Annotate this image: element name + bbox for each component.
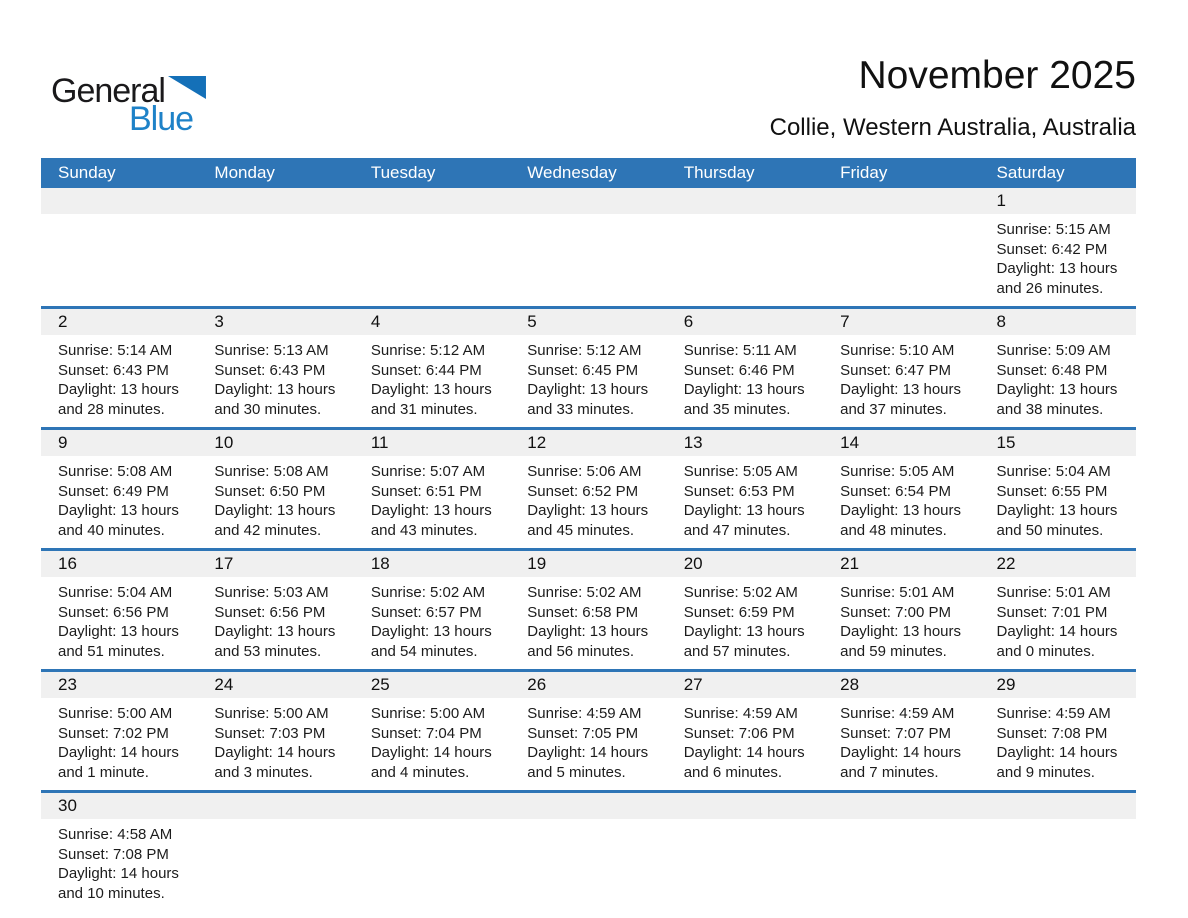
sunrise-line: Sunrise: 5:00 AM (214, 705, 329, 722)
day-cell-body (510, 577, 666, 669)
empty-cell (667, 188, 823, 306)
sunset-line: Sunset: 6:53 PM (683, 482, 795, 500)
daylight-line-cont: and 43 minutes. (370, 521, 478, 539)
day-number-strip (510, 430, 666, 456)
day-cell-body (354, 214, 510, 228)
day-number: 16 (58, 554, 77, 573)
sunrise-line: Sunrise: 4:59 AM (683, 705, 798, 722)
daylight-line: Daylight: 13 hours (527, 623, 649, 640)
empty-cell (510, 188, 666, 306)
day-cell-body (354, 698, 510, 790)
week-row (41, 427, 1136, 548)
day-cell-body (197, 456, 353, 548)
day-number-strip (197, 309, 353, 335)
sunset-line: Sunset: 6:57 PM (370, 603, 482, 621)
day-cell-25 (354, 672, 510, 790)
day-number: 19 (527, 554, 547, 573)
day-cell-19 (510, 551, 666, 669)
sunset-line: Sunset: 6:56 PM (214, 603, 326, 621)
daylight-line-cont: and 28 minutes. (58, 400, 165, 418)
day-cell-body (667, 335, 823, 427)
sunset-line: Sunset: 6:43 PM (214, 361, 326, 379)
daylight-line: Daylight: 14 hours (527, 744, 649, 761)
sunrise-line: Sunrise: 5:00 AM (58, 705, 173, 722)
daylight-line: Daylight: 13 hours (683, 623, 805, 640)
daylight-line: Daylight: 13 hours (527, 381, 649, 398)
day-cell-body (667, 214, 823, 228)
daylight-line: Daylight: 14 hours (58, 865, 179, 882)
sunset-line: Sunset: 7:04 PM (370, 724, 482, 742)
sunrise-line: Sunrise: 5:14 AM (58, 342, 173, 359)
logo-triangle-icon (168, 76, 206, 99)
day-number: 29 (996, 675, 1016, 694)
daylight-line: Daylight: 14 hours (58, 744, 179, 761)
day-number-strip (41, 309, 197, 335)
sunrise-line: Sunrise: 4:58 AM (58, 826, 173, 843)
day-cell-17 (197, 551, 353, 669)
sunrise-line: Sunrise: 5:05 AM (840, 463, 955, 480)
month-title: November 2025 (858, 54, 1136, 97)
calendar (41, 158, 1136, 911)
sunset-line: Sunset: 7:05 PM (527, 724, 639, 742)
day-cell-body (980, 456, 1136, 548)
sunset-line: Sunset: 6:42 PM (996, 240, 1108, 258)
day-number: 10 (214, 433, 234, 452)
day-number-strip (667, 793, 823, 819)
daylight-line-cont: and 48 minutes. (840, 521, 947, 539)
sunrise-line: Sunrise: 5:09 AM (996, 342, 1111, 359)
day-cell-body (197, 214, 353, 228)
sunset-line: Sunset: 6:44 PM (370, 361, 482, 379)
daylight-line: Daylight: 13 hours (527, 502, 649, 519)
sunset-line: Sunset: 6:43 PM (58, 361, 169, 379)
day-cell-body (510, 456, 666, 548)
day-number: 24 (214, 675, 234, 694)
day-number-strip (667, 309, 823, 335)
sunset-line: Sunset: 6:50 PM (214, 482, 326, 500)
week-row (41, 669, 1136, 790)
day-cell-body (667, 698, 823, 790)
day-cell-13 (667, 430, 823, 548)
daylight-line: Daylight: 13 hours (214, 623, 336, 640)
sunrise-line: Sunrise: 5:04 AM (996, 463, 1111, 480)
daylight-line: Daylight: 14 hours (996, 744, 1118, 761)
day-cell-body (354, 819, 510, 833)
day-cell-11 (354, 430, 510, 548)
day-cell-body (980, 335, 1136, 427)
day-cell-10 (197, 430, 353, 548)
day-number-strip (41, 672, 197, 698)
daylight-line-cont: and 10 minutes. (58, 884, 165, 902)
day-cell-22 (980, 551, 1136, 669)
logo-text-general: General (51, 72, 165, 110)
logo-text-blue: Blue (129, 100, 194, 138)
sunrise-line: Sunrise: 5:04 AM (58, 584, 173, 601)
daylight-line-cont: and 40 minutes. (58, 521, 165, 539)
sunrise-line: Sunrise: 5:06 AM (527, 463, 642, 480)
daylight-line-cont: and 56 minutes. (527, 642, 635, 660)
day-cell-5 (510, 309, 666, 427)
sunset-line: Sunset: 6:59 PM (683, 603, 795, 621)
day-cell-body (980, 214, 1136, 306)
day-cell-20 (667, 551, 823, 669)
sunrise-line: Sunrise: 5:03 AM (214, 584, 329, 601)
day-number: 1 (996, 191, 1006, 210)
sunrise-line: Sunrise: 5:08 AM (58, 463, 173, 480)
daylight-line-cont: and 31 minutes. (370, 400, 478, 418)
daylight-line: Daylight: 13 hours (58, 381, 179, 398)
day-cell-29 (980, 672, 1136, 790)
day-cell-body (197, 698, 353, 790)
day-cell-7 (823, 309, 979, 427)
day-number-strip (667, 188, 823, 214)
day-number: 25 (370, 675, 390, 694)
daylight-line-cont: and 59 minutes. (840, 642, 947, 660)
sunset-line: Sunset: 6:47 PM (840, 361, 952, 379)
sunrise-line: Sunrise: 5:02 AM (527, 584, 642, 601)
sunset-line: Sunset: 6:51 PM (370, 482, 482, 500)
day-cell-body (41, 456, 197, 548)
daylight-line: Daylight: 13 hours (370, 502, 492, 519)
daylight-line-cont: and 35 minutes. (683, 400, 791, 418)
day-cell-body (41, 214, 197, 228)
day-cell-23 (41, 672, 197, 790)
day-cell-body (980, 819, 1136, 833)
day-number: 17 (214, 554, 234, 573)
day-cell-body (823, 456, 979, 548)
day-number-strip (823, 551, 979, 577)
daylight-line-cont: and 53 minutes. (214, 642, 322, 660)
daylight-line: Daylight: 13 hours (370, 381, 492, 398)
sunset-line: Sunset: 7:03 PM (214, 724, 326, 742)
sunrise-line: Sunrise: 5:11 AM (683, 342, 797, 359)
day-number: 12 (527, 433, 547, 452)
day-cell-8 (980, 309, 1136, 427)
day-number-strip (980, 672, 1136, 698)
empty-cell (354, 188, 510, 306)
sunset-line: Sunset: 7:02 PM (58, 724, 169, 742)
day-cell-body (667, 577, 823, 669)
day-number-strip (980, 430, 1136, 456)
day-cell-body (667, 819, 823, 833)
daylight-line-cont: and 1 minute. (58, 763, 149, 781)
calendar-weeks (41, 188, 1136, 911)
day-cell-body (354, 577, 510, 669)
sunrise-line: Sunrise: 5:13 AM (214, 342, 329, 359)
empty-cell (823, 793, 979, 911)
day-cell-body (41, 577, 197, 669)
daylight-line: Daylight: 14 hours (996, 623, 1118, 640)
sunrise-line: Sunrise: 5:05 AM (683, 463, 798, 480)
empty-cell (980, 793, 1136, 911)
sunset-line: Sunset: 6:45 PM (527, 361, 639, 379)
day-number: 9 (58, 433, 68, 452)
day-number: 27 (683, 675, 703, 694)
day-cell-21 (823, 551, 979, 669)
daylight-line: Daylight: 13 hours (683, 381, 805, 398)
day-cell-1 (980, 188, 1136, 306)
sunset-line: Sunset: 6:52 PM (527, 482, 639, 500)
weekday-header-friday: Friday (840, 163, 888, 182)
weekday-header-tuesday: Tuesday (370, 163, 436, 182)
day-number: 15 (996, 433, 1016, 452)
day-cell-2 (41, 309, 197, 427)
day-number-strip (980, 309, 1136, 335)
day-number: 23 (58, 675, 77, 694)
week-row (41, 306, 1136, 427)
sunrise-line: Sunrise: 5:12 AM (527, 342, 642, 359)
week-row (41, 790, 1136, 911)
day-number-strip (823, 793, 979, 819)
daylight-line: Daylight: 13 hours (840, 381, 962, 398)
daylight-line: Daylight: 13 hours (58, 502, 179, 519)
day-number: 30 (58, 796, 77, 815)
day-number-strip (197, 551, 353, 577)
day-cell-12 (510, 430, 666, 548)
location-subtitle: Collie, Western Australia, Australia (769, 113, 1136, 141)
daylight-line-cont: and 38 minutes. (996, 400, 1104, 418)
general-blue-logo (51, 74, 206, 136)
daylight-line-cont: and 7 minutes. (840, 763, 939, 781)
weekday-header-thursday: Thursday (683, 163, 755, 182)
daylight-line: Daylight: 13 hours (58, 623, 179, 640)
sunrise-line: Sunrise: 5:00 AM (370, 705, 486, 722)
day-number-strip (354, 551, 510, 577)
day-cell-body (823, 214, 979, 228)
weekday-header-sunday: Sunday (58, 163, 116, 182)
sunset-line: Sunset: 6:58 PM (527, 603, 639, 621)
daylight-line-cont: and 57 minutes. (683, 642, 791, 660)
weekday-header-saturday: Saturday (996, 163, 1065, 182)
sunset-line: Sunset: 7:01 PM (996, 603, 1108, 621)
empty-cell (667, 793, 823, 911)
day-number-strip (197, 793, 353, 819)
day-cell-body (980, 698, 1136, 790)
day-cell-3 (197, 309, 353, 427)
day-cell-body (41, 335, 197, 427)
day-cell-body (510, 698, 666, 790)
day-number: 6 (683, 312, 694, 331)
day-cell-18 (354, 551, 510, 669)
day-number-strip (197, 188, 353, 214)
day-number-strip (41, 793, 197, 819)
sunrise-line: Sunrise: 4:59 AM (840, 705, 955, 722)
day-number-strip (823, 430, 979, 456)
day-number-strip (667, 551, 823, 577)
day-cell-body (510, 214, 666, 228)
sunrise-line: Sunrise: 5:02 AM (683, 584, 798, 601)
day-number-strip (510, 551, 666, 577)
daylight-line-cont: and 5 minutes. (527, 763, 626, 781)
sunset-line: Sunset: 7:06 PM (683, 724, 795, 742)
daylight-line: Daylight: 13 hours (840, 623, 962, 640)
day-cell-24 (197, 672, 353, 790)
day-number-strip (667, 430, 823, 456)
day-number: 18 (370, 554, 390, 573)
daylight-line-cont: and 50 minutes. (996, 521, 1104, 539)
day-number-strip (510, 188, 666, 214)
day-cell-body (197, 335, 353, 427)
day-cell-28 (823, 672, 979, 790)
day-number-strip (41, 188, 197, 214)
day-number-strip (823, 672, 979, 698)
sunrise-line: Sunrise: 5:15 AM (996, 221, 1111, 238)
day-number: 28 (840, 675, 860, 694)
empty-cell (510, 793, 666, 911)
day-cell-body (41, 819, 197, 911)
day-number-strip (667, 672, 823, 698)
empty-cell (197, 188, 353, 306)
day-cell-15 (980, 430, 1136, 548)
daylight-line: Daylight: 14 hours (370, 744, 492, 761)
day-number-strip (354, 430, 510, 456)
daylight-line-cont: and 42 minutes. (214, 521, 322, 539)
daylight-line: Daylight: 13 hours (996, 260, 1118, 277)
day-number: 3 (214, 312, 224, 331)
day-cell-body (823, 698, 979, 790)
day-cell-body (980, 577, 1136, 669)
sunset-line: Sunset: 7:00 PM (840, 603, 952, 621)
sunrise-line: Sunrise: 5:01 AM (840, 584, 955, 601)
daylight-line-cont: and 4 minutes. (370, 763, 470, 781)
daylight-line: Daylight: 13 hours (996, 381, 1118, 398)
day-cell-body (41, 698, 197, 790)
sunset-line: Sunset: 6:56 PM (58, 603, 169, 621)
daylight-line-cont: and 9 minutes. (996, 763, 1095, 781)
daylight-line-cont: and 0 minutes. (996, 642, 1095, 660)
day-number: 13 (683, 433, 703, 452)
day-number-strip (41, 551, 197, 577)
day-number-strip (354, 672, 510, 698)
sunset-line: Sunset: 7:08 PM (58, 845, 169, 863)
sunrise-line: Sunrise: 4:59 AM (996, 705, 1111, 722)
week-row (41, 548, 1136, 669)
day-number: 26 (527, 675, 547, 694)
sunrise-line: Sunrise: 5:12 AM (370, 342, 486, 359)
daylight-line-cont: and 6 minutes. (683, 763, 783, 781)
day-number-strip (354, 793, 510, 819)
day-cell-26 (510, 672, 666, 790)
day-cell-body (510, 335, 666, 427)
day-number-strip (197, 672, 353, 698)
day-cell-body (197, 819, 353, 833)
day-cell-body (354, 335, 510, 427)
day-number-strip (980, 551, 1136, 577)
daylight-line-cont: and 33 minutes. (527, 400, 635, 418)
day-number-strip (354, 309, 510, 335)
day-number: 7 (840, 312, 850, 331)
day-cell-30 (41, 793, 197, 911)
sunrise-line: Sunrise: 5:07 AM (370, 463, 486, 480)
daylight-line-cont: and 3 minutes. (214, 763, 313, 781)
sunset-line: Sunset: 7:08 PM (996, 724, 1108, 742)
day-cell-body (197, 577, 353, 669)
sunset-line: Sunset: 7:07 PM (840, 724, 952, 742)
day-cell-16 (41, 551, 197, 669)
day-number-strip (510, 672, 666, 698)
day-cell-6 (667, 309, 823, 427)
empty-cell (41, 188, 197, 306)
daylight-line-cont: and 26 minutes. (996, 279, 1104, 297)
day-number: 5 (527, 312, 537, 331)
sunset-line: Sunset: 6:49 PM (58, 482, 169, 500)
day-cell-body (823, 819, 979, 833)
day-number: 22 (996, 554, 1016, 573)
day-number-strip (41, 430, 197, 456)
daylight-line-cont: and 47 minutes. (683, 521, 791, 539)
day-number: 21 (840, 554, 860, 573)
sunset-line: Sunset: 6:55 PM (996, 482, 1108, 500)
empty-cell (354, 793, 510, 911)
day-number-strip (510, 309, 666, 335)
daylight-line: Daylight: 13 hours (214, 381, 336, 398)
sunrise-line: Sunrise: 5:02 AM (370, 584, 486, 601)
day-cell-body (823, 577, 979, 669)
daylight-line-cont: and 37 minutes. (840, 400, 947, 418)
sunrise-line: Sunrise: 4:59 AM (527, 705, 642, 722)
day-number-strip (980, 793, 1136, 819)
day-cell-9 (41, 430, 197, 548)
day-cell-body (823, 335, 979, 427)
daylight-line-cont: and 51 minutes. (58, 642, 165, 660)
day-number-strip (823, 309, 979, 335)
sunset-line: Sunset: 6:48 PM (996, 361, 1108, 379)
empty-cell (197, 793, 353, 911)
sunrise-line: Sunrise: 5:01 AM (996, 584, 1111, 601)
day-number: 14 (840, 433, 860, 452)
day-number: 8 (996, 312, 1006, 331)
daylight-line: Daylight: 13 hours (683, 502, 805, 519)
day-cell-body (354, 456, 510, 548)
daylight-line-cont: and 54 minutes. (370, 642, 478, 660)
day-number-strip (510, 793, 666, 819)
day-number-strip (980, 188, 1136, 214)
day-number: 20 (683, 554, 703, 573)
daylight-line: Daylight: 14 hours (683, 744, 805, 761)
day-number: 11 (370, 433, 389, 452)
day-cell-14 (823, 430, 979, 548)
week-row (41, 188, 1136, 306)
daylight-line: Daylight: 14 hours (840, 744, 962, 761)
daylight-line: Daylight: 13 hours (996, 502, 1118, 519)
day-cell-27 (667, 672, 823, 790)
header-titles (770, 55, 1136, 143)
daylight-line: Daylight: 13 hours (370, 623, 492, 640)
weekday-header-row (41, 158, 1136, 188)
daylight-line-cont: and 30 minutes. (214, 400, 322, 418)
day-number: 4 (370, 312, 381, 331)
daylight-line: Daylight: 13 hours (840, 502, 962, 519)
empty-cell (823, 188, 979, 306)
day-number-strip (197, 430, 353, 456)
sunset-line: Sunset: 6:46 PM (683, 361, 795, 379)
day-number-strip (354, 188, 510, 214)
sunrise-line: Sunrise: 5:10 AM (840, 342, 955, 359)
weekday-header-wednesday: Wednesday (527, 163, 617, 182)
day-cell-body (667, 456, 823, 548)
daylight-line-cont: and 45 minutes. (527, 521, 635, 539)
day-cell-4 (354, 309, 510, 427)
day-cell-body (510, 819, 666, 833)
day-number-strip (823, 188, 979, 214)
daylight-line: Daylight: 13 hours (214, 502, 336, 519)
day-number: 2 (58, 312, 68, 331)
sunset-line: Sunset: 6:54 PM (840, 482, 952, 500)
daylight-line: Daylight: 14 hours (214, 744, 336, 761)
weekday-header-monday: Monday (214, 163, 275, 182)
sunrise-line: Sunrise: 5:08 AM (214, 463, 329, 480)
